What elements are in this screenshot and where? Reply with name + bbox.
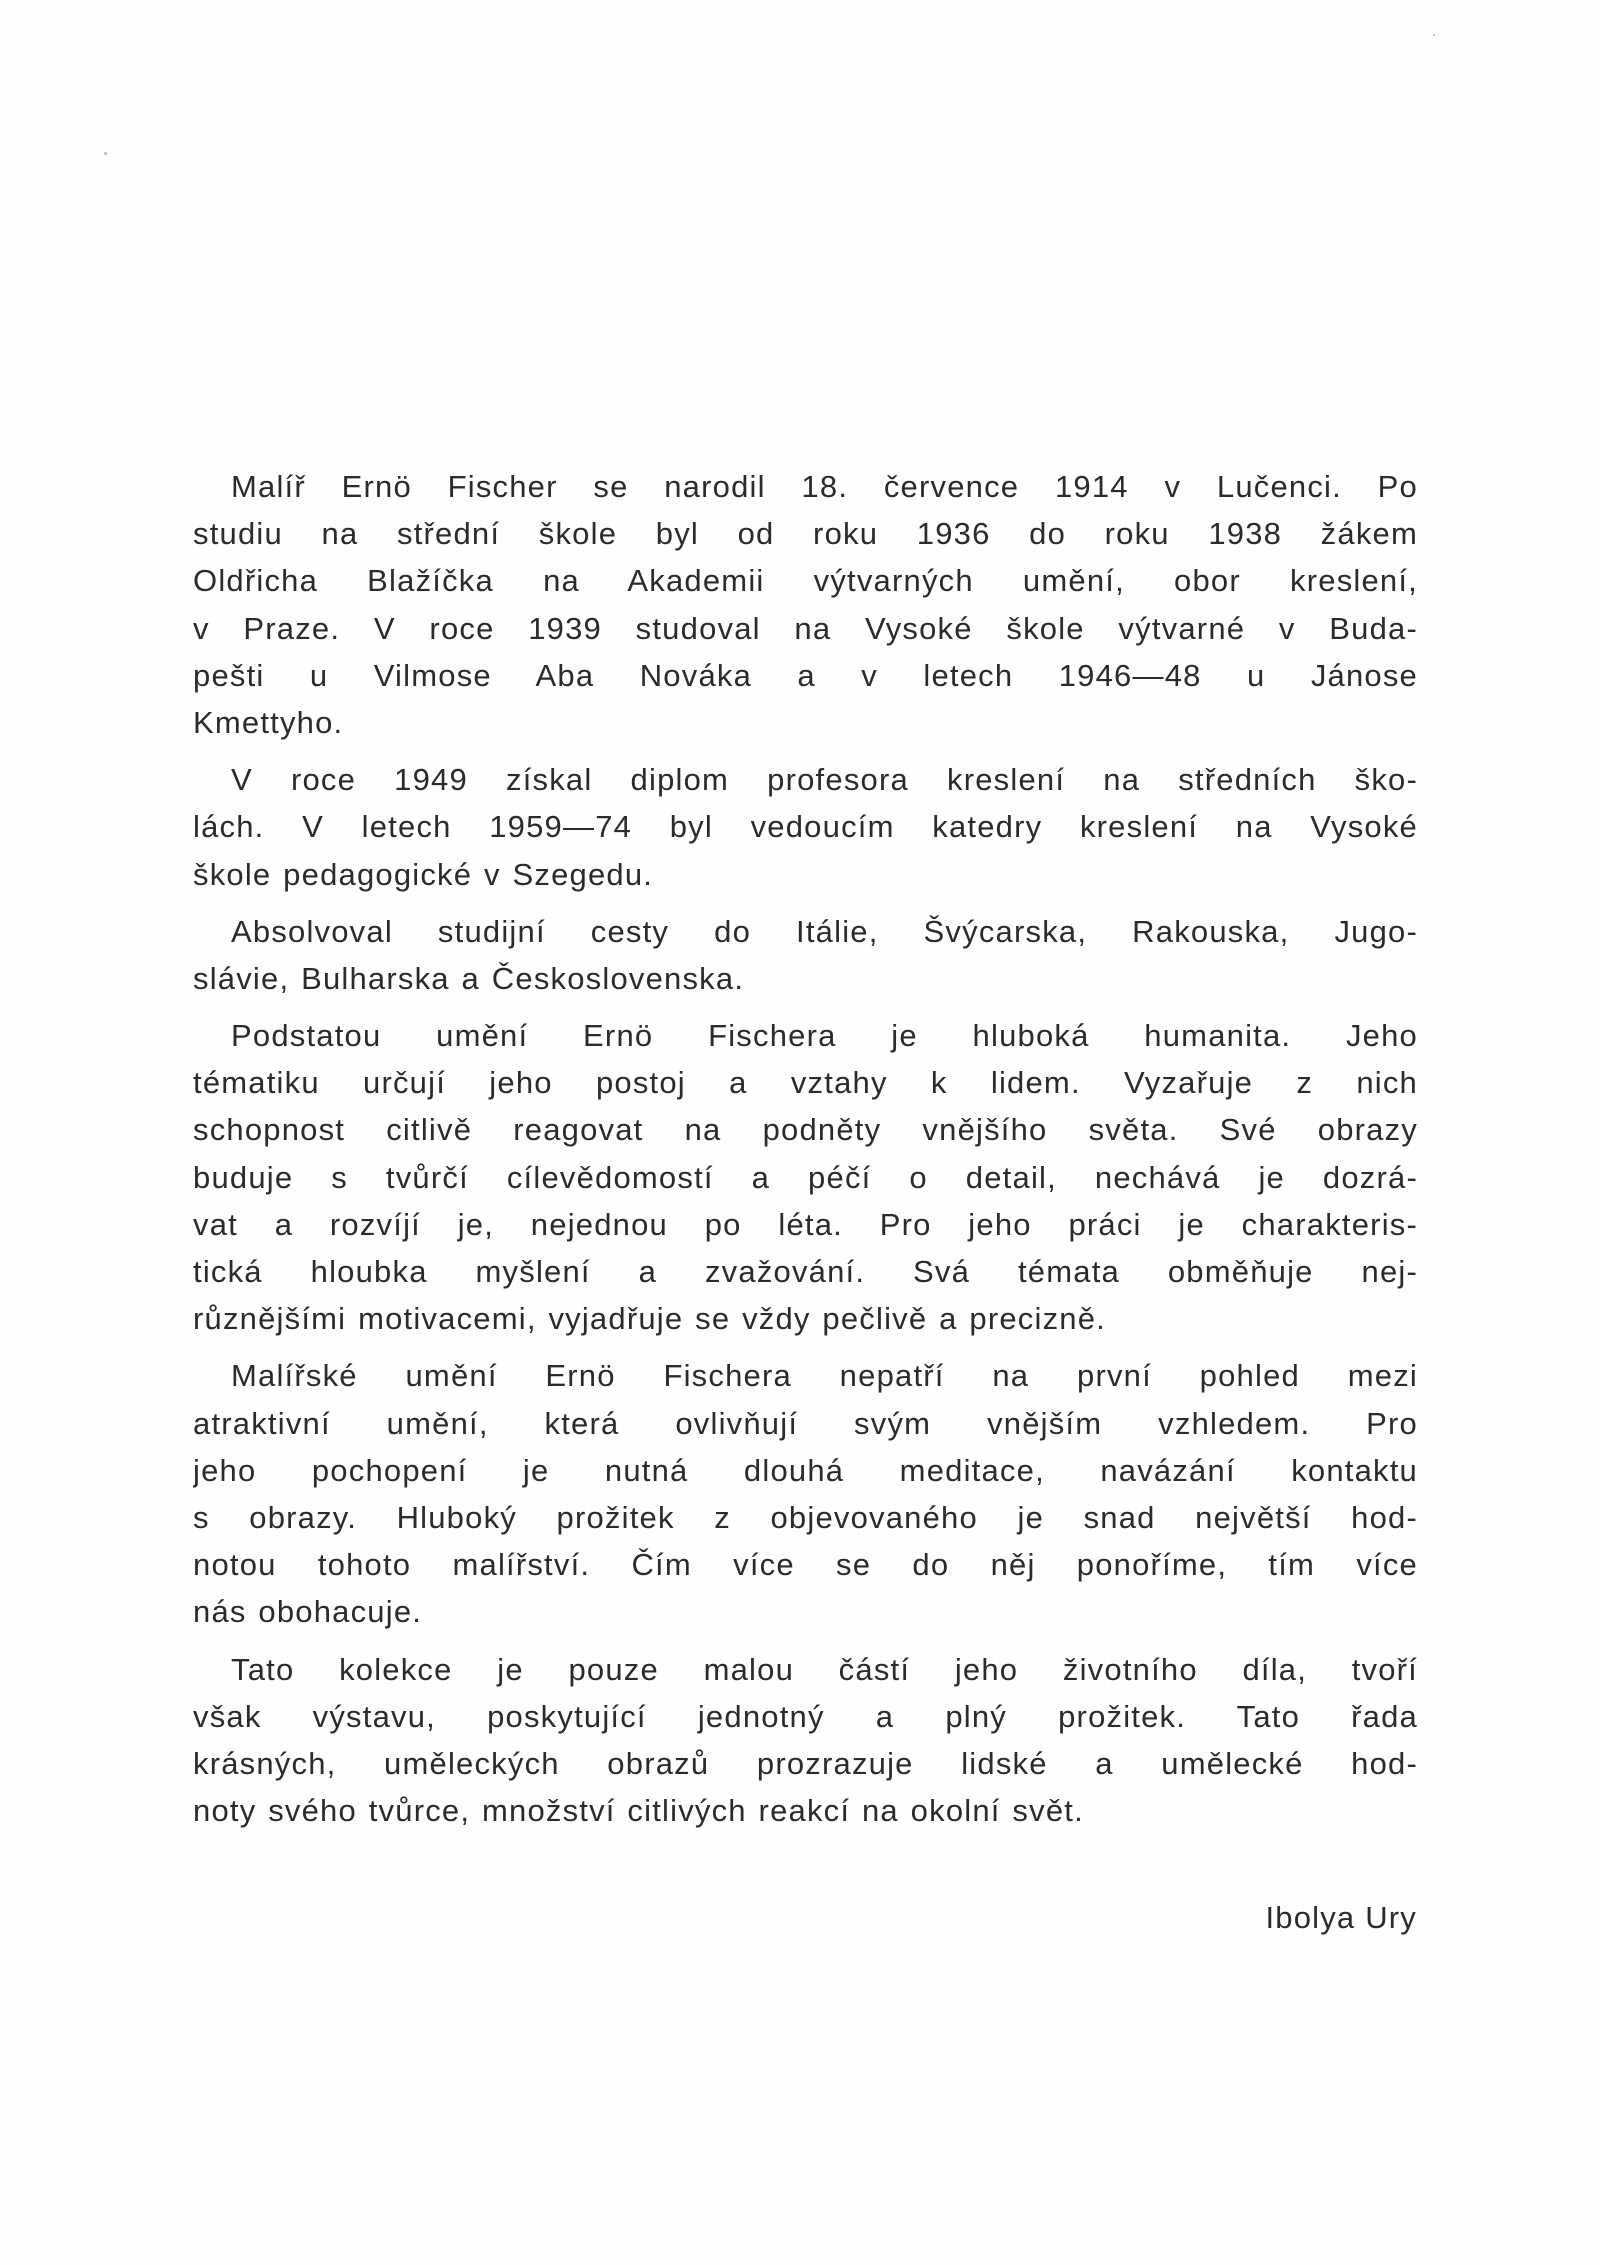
text-line: Kmettyho. — [193, 704, 344, 740]
paragraph-collection — [193, 1646, 1418, 1835]
text-line: schopnost citlivě reagovat na podněty vnějšího světa. Své obrazy — [193, 1112, 1418, 1148]
text-line: různějšími motivacemi, vyjadřuje se vždy pečlivě a precizně. — [193, 1301, 1106, 1337]
paragraph-painting-art — [193, 1352, 1418, 1635]
text-line: noty svého tvůrce, množství citlivých reakcí na okolní svět. — [193, 1793, 1084, 1829]
article-body — [193, 463, 1418, 1844]
text-line: Podstatou umění Ernö Fischera je hluboká humanita. Jeho — [231, 1018, 1418, 1054]
paragraph-biography — [193, 463, 1418, 746]
text-line: Oldřicha Blažíčka na Akademii výtvarných umění, obor kreslení, — [193, 563, 1418, 599]
text-line: Absolvoval studijní cesty do Itálie, Švýcarska, Rakouska, Jugo- — [231, 913, 1418, 949]
text-line: pešti u Vilmose Aba Nováka a v letech 1946—48 u Jánose — [193, 657, 1418, 693]
paragraph-humanity — [193, 1012, 1418, 1342]
text-line: tématiku určují jeho postoj a vztahy k lidem. Vyzařuje z nich — [193, 1065, 1418, 1101]
text-line: s obrazy. Hluboký prožitek z objevovaného je snad největší hod- — [193, 1499, 1418, 1535]
paper-speck — [104, 152, 107, 155]
text-line: V roce 1949 získal diplom profesora kreslení na středních ško- — [231, 762, 1418, 798]
text-line: notou tohoto malířství. Čím více se do něj ponoříme, tím více — [193, 1547, 1418, 1583]
text-line: studiu na střední škole byl od roku 1936 do roku 1938 žákem — [193, 516, 1418, 552]
text-line: nás obohacuje. — [193, 1594, 423, 1630]
text-line: krásných, uměleckých obrazů prozrazuje lidské a umělecké hod- — [193, 1745, 1418, 1781]
text-line: Malíř Ernö Fischer se narodil 18. července 1914 v Lučenci. Po — [231, 469, 1418, 504]
text-line: v Praze. V roce 1939 studoval na Vysoké škole výtvarné v Buda- — [193, 610, 1418, 646]
text-line: však výstavu, poskytující jednotný a plný prožitek. Tato řada — [193, 1698, 1418, 1734]
author-signature: Ibolya Ury — [1265, 1900, 1417, 1935]
text-line: tická hloubka myšlení a zvažování. Svá témata obměňuje nej- — [193, 1254, 1418, 1289]
text-line: jeho pochopení je nutná dlouhá meditace, navázání kontaktu — [193, 1452, 1418, 1488]
text-line: buduje s tvůrčí cílevědomostí a péčí o detail, nechává je dozrá- — [193, 1159, 1418, 1195]
paragraph-career — [193, 756, 1418, 898]
text-line: vat a rozvíjí je, nejednou po léta. Pro jeho práci je charakteris- — [193, 1206, 1418, 1242]
text-line: Tato kolekce je pouze malou částí jeho životního díla, tvoří — [231, 1651, 1418, 1687]
text-line: Malířské umění Ernö Fischera nepatří na první pohled mezi — [231, 1358, 1418, 1394]
text-line: škole pedagogické v Szegedu. — [193, 856, 654, 892]
text-line: atraktivní umění, která ovlivňují svým vnějším vzhledem. Pro — [193, 1405, 1418, 1441]
paper-speck — [1433, 34, 1435, 36]
text-line: lách. V letech 1959—74 byl vedoucím katedry kreslení na Vysoké — [193, 809, 1418, 845]
paragraph-travels — [193, 908, 1418, 1002]
text-line: slávie, Bulharska a Československa. — [193, 960, 745, 996]
